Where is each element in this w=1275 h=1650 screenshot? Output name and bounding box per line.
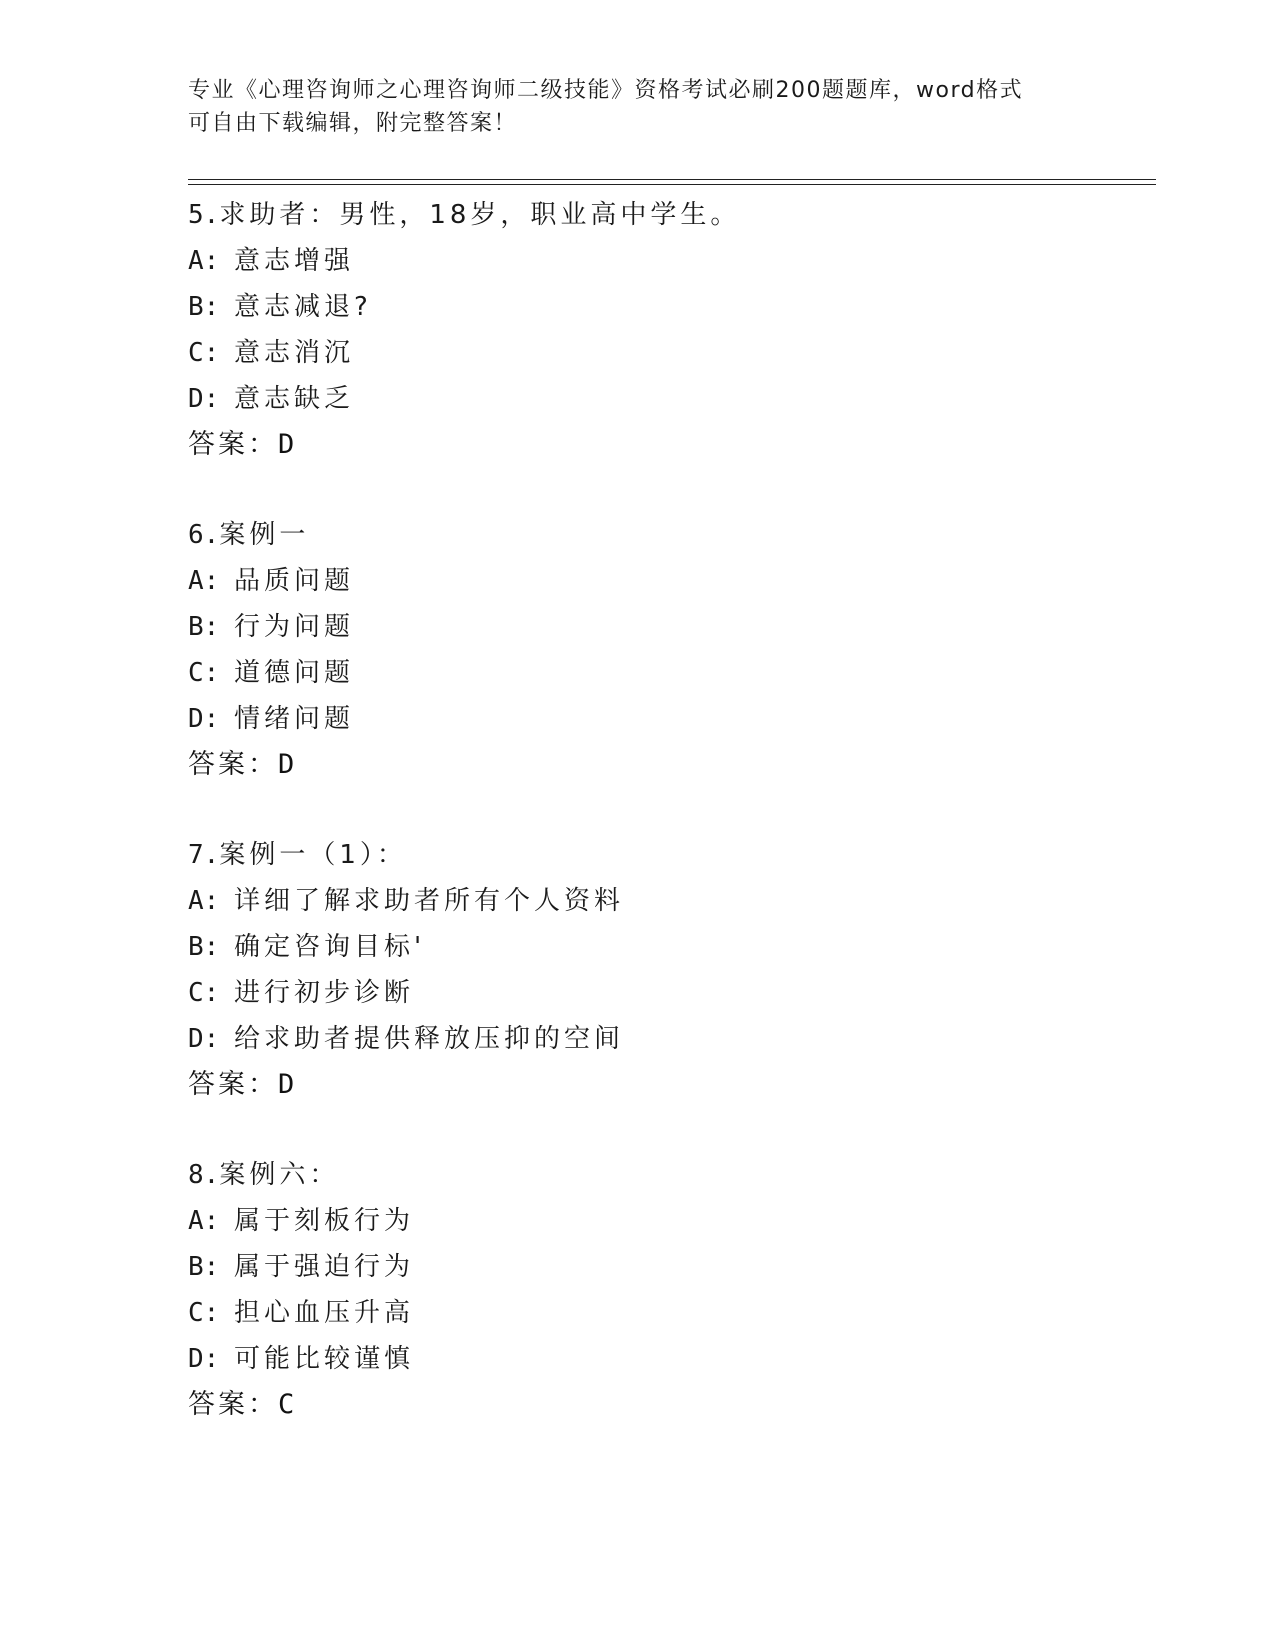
option-text: 品质问题	[234, 566, 355, 596]
question-spacer	[188, 468, 1148, 512]
answer-line	[188, 1382, 1148, 1428]
option-text: 意志消沉	[234, 338, 355, 368]
option-b	[188, 924, 1148, 970]
option-b	[188, 604, 1148, 650]
option-letter: B:	[188, 1252, 220, 1282]
option-a	[188, 558, 1148, 604]
question-number: 7.	[188, 840, 220, 870]
question-stem	[188, 832, 1148, 878]
answer-line	[188, 1062, 1148, 1108]
answer-value: D	[278, 749, 298, 780]
option-text: 意志缺乏	[234, 384, 355, 414]
option-text: 行为问题	[234, 612, 355, 642]
answer-label: 答案：	[188, 1389, 278, 1420]
header-title-line-2: 可自由下载编辑，附完整答案！	[188, 111, 518, 136]
option-letter: D:	[188, 1024, 220, 1054]
option-text: 道德问题	[234, 658, 355, 688]
option-text: 给求助者提供释放压抑的空间	[234, 1024, 625, 1054]
question-number: 5.	[188, 200, 220, 230]
option-text: 属于强迫行为	[234, 1252, 415, 1282]
option-text: 进行初步诊断	[234, 978, 415, 1008]
answer-value: D	[278, 429, 298, 460]
answer-label: 答案：	[188, 1069, 278, 1100]
option-c	[188, 650, 1148, 696]
question-text: 案例一（1）：	[219, 840, 407, 870]
option-b	[188, 1244, 1148, 1290]
option-a	[188, 878, 1148, 924]
option-a	[188, 238, 1148, 284]
option-d	[188, 1016, 1148, 1062]
option-d	[188, 696, 1148, 742]
answer-label: 答案：	[188, 429, 278, 460]
option-letter: A:	[188, 1206, 220, 1236]
answer-line	[188, 422, 1148, 468]
document-header	[188, 74, 1088, 140]
option-c	[188, 1290, 1148, 1336]
question-stem	[188, 192, 1148, 238]
option-c	[188, 330, 1148, 376]
option-text: 情绪问题	[234, 704, 355, 734]
option-letter: C:	[188, 658, 220, 688]
option-letter: D:	[188, 704, 220, 734]
answer-value: D	[278, 1069, 298, 1100]
question-number: 8.	[188, 1160, 220, 1190]
option-letter: A:	[188, 886, 220, 916]
option-text: 详细了解求助者所有个人资料	[234, 886, 625, 916]
option-letter: D:	[188, 1344, 220, 1374]
header-title-line-1: 专业《心理咨询师之心理咨询师二级技能》资格考试必刷200题题库，word格式	[188, 78, 1024, 103]
question-list	[188, 192, 1148, 1428]
question-spacer	[188, 788, 1148, 832]
question-number: 6.	[188, 520, 220, 550]
option-letter: C:	[188, 1298, 220, 1328]
question-6	[188, 512, 1148, 788]
option-letter: C:	[188, 978, 220, 1008]
option-letter: B:	[188, 932, 220, 962]
question-8	[188, 1152, 1148, 1428]
option-letter: B:	[188, 612, 220, 642]
option-text: 属于刻板行为	[234, 1206, 415, 1236]
option-a	[188, 1198, 1148, 1244]
option-letter: A:	[188, 566, 220, 596]
option-b	[188, 284, 1148, 330]
question-text: 求助者：男性，18岁，职业高中学生。	[219, 200, 741, 230]
question-spacer	[188, 1108, 1148, 1152]
option-d	[188, 376, 1148, 422]
option-c	[188, 970, 1148, 1016]
question-text: 案例一	[219, 520, 310, 550]
header-divider-bottom	[188, 184, 1156, 185]
option-letter: D:	[188, 384, 220, 414]
option-letter: A:	[188, 246, 220, 276]
answer-label: 答案：	[188, 749, 278, 780]
question-text: 案例六：	[219, 1160, 340, 1190]
option-text: 意志减退?	[234, 292, 372, 322]
question-stem	[188, 512, 1148, 558]
option-text: 可能比较谨慎	[234, 1344, 415, 1374]
question-stem	[188, 1152, 1148, 1198]
answer-value: C	[278, 1389, 298, 1420]
question-5	[188, 192, 1148, 468]
option-letter: C:	[188, 338, 220, 368]
option-d	[188, 1336, 1148, 1382]
answer-line	[188, 742, 1148, 788]
question-7	[188, 832, 1148, 1108]
option-text: 确定咨询目标'	[234, 932, 426, 962]
option-text: 意志增强	[234, 246, 355, 276]
option-text: 担心血压升高	[234, 1298, 415, 1328]
header-divider-top	[188, 179, 1156, 180]
option-letter: B:	[188, 292, 220, 322]
